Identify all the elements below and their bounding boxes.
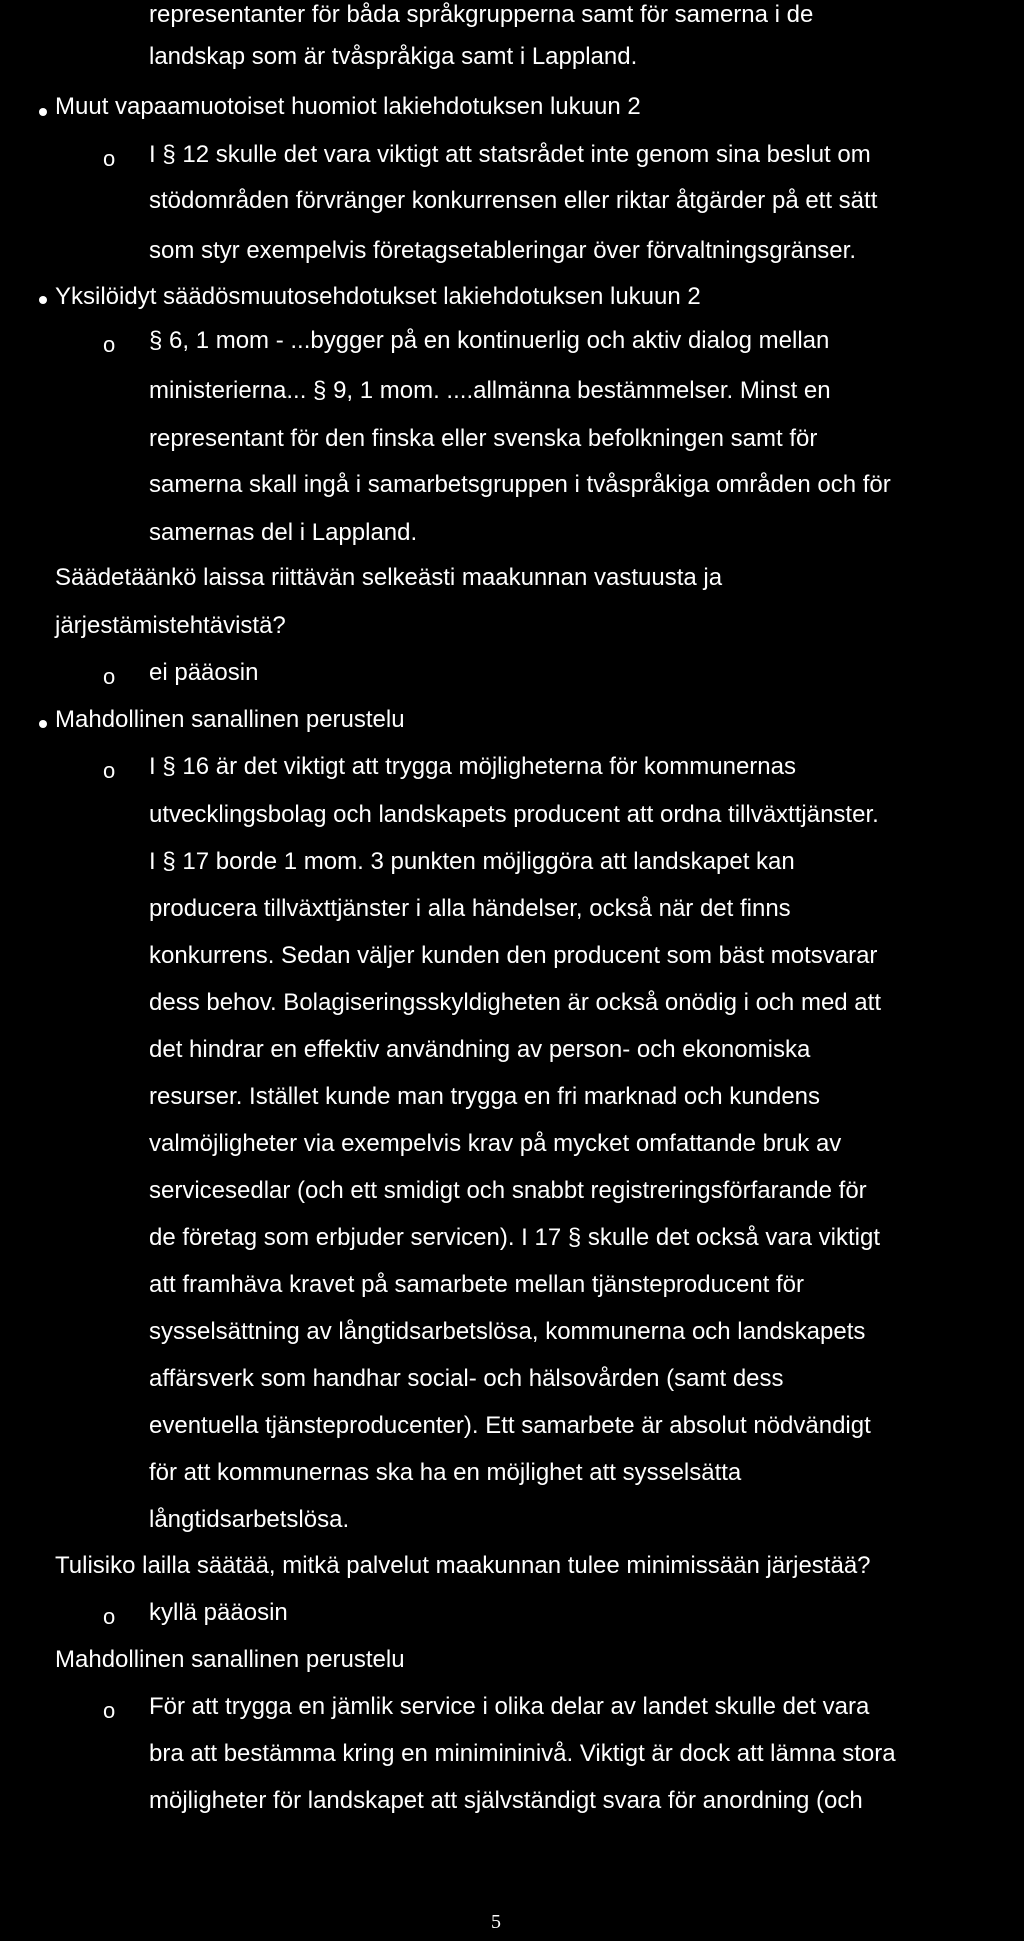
text-line: att framhäva kravet på samarbete mellan tjänsteproducent för — [149, 1271, 805, 1298]
question-heading: järjestämistehtävistä? — [55, 612, 286, 639]
text-line: stödområden förvränger konkurrensen eller riktar åtgärder på ett sätt — [149, 187, 878, 214]
bullet-icon — [39, 108, 47, 116]
text-line: konkurrens. Sedan väljer kunden den producent som bäst motsvarar — [149, 942, 878, 969]
text-line: I § 12 skulle det vara viktigt att statsrådet inte genom sina beslut om — [149, 141, 871, 168]
text-line: För att trygga en jämlik service i olika delar av landet skulle det vara — [149, 1693, 870, 1720]
text-line: representant för den finska eller svenska befolkningen samt för — [149, 425, 818, 452]
circle-bullet-icon: o — [103, 758, 116, 783]
text-line: I § 17 borde 1 mom. 3 punkten möjliggöra att landskapet kan — [149, 848, 795, 875]
text-line: samerna skall ingå i samarbetsgruppen i tvåspråkiga områden och för — [149, 471, 891, 498]
text-line: resurser. Istället kunde man trygga en fri marknad och kundens — [149, 1083, 821, 1110]
text-line: utvecklingsbolag och landskapets producent att ordna tillväxttjänster. — [149, 801, 879, 828]
text-line: representanter för båda språkgrupperna samt för samerna i de — [149, 1, 814, 28]
answer-text: kyllä pääosin — [149, 1599, 288, 1626]
page-number: 5 — [491, 1911, 501, 1933]
text-line: bra att bestämma kring en minimininivå. Viktigt är dock att lämna stora — [149, 1740, 896, 1767]
text-line: eventuella tjänsteproducenter). Ett samarbete är absolut nödvändigt — [149, 1412, 871, 1439]
section-heading: Yksilöidyt säädösmuutosehdotukset lakiehdotuksen lukuun 2 — [55, 283, 701, 310]
circle-bullet-icon: o — [103, 664, 116, 689]
text-line: det hindrar en effektiv användning av person- och ekonomiska — [149, 1036, 811, 1063]
text-line: för att kommunernas ska ha en möjlighet att sysselsätta — [149, 1459, 742, 1486]
circle-bullet-icon: o — [103, 1604, 116, 1629]
circle-bullet-icon: o — [103, 146, 116, 171]
text-line: affärsverk som handhar social- och hälsovården (samt dess — [149, 1365, 784, 1392]
text-line: dess behov. Bolagiseringsskyldigheten är också onödig i och med att — [149, 989, 881, 1016]
text-line: § 6, 1 mom - ...bygger på en kontinuerlig och aktiv dialog mellan — [149, 327, 830, 354]
question-heading: Säädetäänkö laissa riittävän selkeästi maakunnan vastuusta ja — [55, 564, 723, 591]
text-line: möjligheter för landskapet att självständigt svara för anordning (och — [149, 1787, 863, 1814]
text-line: som styr exempelvis företagsetableringar över förvaltningsgränser. — [149, 237, 856, 264]
question-heading: Tulisiko lailla säätää, mitkä palvelut maakunnan tulee minimissään järjestää? — [55, 1552, 871, 1579]
text-line: sysselsättning av långtidsarbetslösa, kommunerna och landskapets — [149, 1318, 866, 1345]
text-line: valmöjligheter via exempelvis krav på mycket omfattande bruk av — [149, 1130, 842, 1157]
circle-bullet-icon: o — [103, 332, 116, 357]
text-line: servicesedlar (och ett smidigt och snabbt registreringsförfarande för — [149, 1177, 867, 1204]
text-line: producera tillväxttjänster i alla händelser, också när det finns — [149, 895, 791, 922]
text-line: landskap som är tvåspråkiga samt i Lappland. — [149, 43, 638, 70]
text-line: samernas del i Lappland. — [149, 519, 418, 546]
bullet-icon — [39, 296, 47, 304]
section-heading: Mahdollinen sanallinen perustelu — [55, 1646, 405, 1673]
text-line: ministerierna... § 9, 1 mom. ....allmänna bestämmelser. Minst en — [149, 377, 831, 404]
answer-text: ei pääosin — [149, 659, 259, 686]
text-line: I § 16 är det viktigt att trygga möjligheterna för kommunernas — [149, 753, 796, 780]
circle-bullet-icon: o — [103, 1698, 116, 1723]
bullet-icon — [39, 720, 47, 728]
section-heading: Muut vapaamuotoiset huomiot lakiehdotuksen lukuun 2 — [55, 93, 641, 120]
section-heading: Mahdollinen sanallinen perustelu — [55, 706, 405, 733]
text-line: långtidsarbetslösa. — [149, 1506, 350, 1533]
text-line: de företag som erbjuder servicen). I 17 § skulle det också vara viktigt — [149, 1224, 881, 1251]
